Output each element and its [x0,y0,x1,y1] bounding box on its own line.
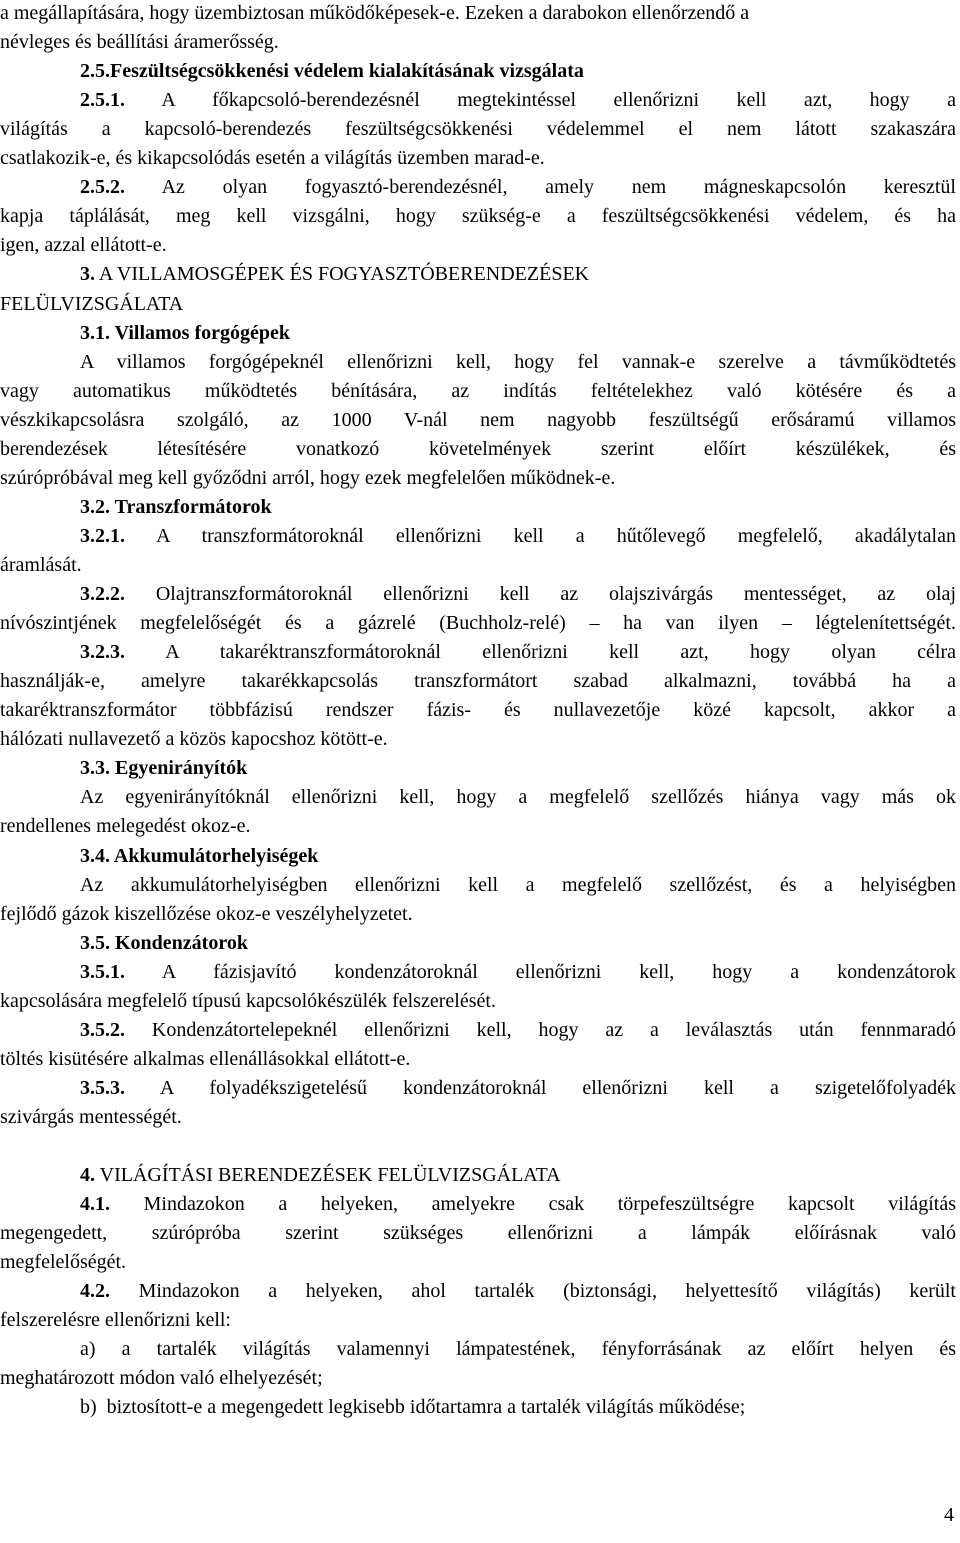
section-title: Egyenirányítók [110,757,248,780]
line-text: használják-e, amelyre takarékkapcsolás transzformátort szabad alkalmazni, továbbá ha a [0,670,956,693]
text-line [0,1365,956,1394]
section-title: Akkumulátorhelyiségek [110,844,319,867]
line-text: b) biztosított-e a megengedett legkisebb időtartamra a tartalék világítás működése; [80,1396,746,1419]
line-text: A főkapcsoló-berendezésnél megtekintéssel ellenőrizni kell azt, hogy a [125,89,956,112]
section-number: 3.2.1. [80,524,125,547]
section-heading [80,930,956,959]
line-text: névleges és beállítási áramerősség. [0,31,279,54]
section-heading [80,843,956,872]
line-text: töltés kisütésére alkalmas ellenállásokkal ellátott-e. [0,1047,411,1070]
line-text: hálózati nullavezető a közös kapocshoz kötött-e. [0,728,388,751]
section-number: 3.5.3. [80,1076,125,1099]
section-number: 2.5. [80,60,110,83]
section-number: 3.1. [80,321,110,344]
text-line [0,291,956,320]
section-number: 2.5.1. [80,89,125,112]
text-line [0,813,956,842]
text-line [80,639,956,668]
text-line [0,436,956,465]
section-number: 4. [80,1164,95,1186]
text-line [0,552,956,581]
text-line [0,145,956,174]
page-number: 4 [944,1504,954,1526]
section-number: 3.5. [80,931,110,954]
line-text: A fázisjavító kondenzátoroknál ellenőrizni kell, hogy a kondenzátorok [125,960,956,983]
text-line [0,203,956,232]
line-text: vészkikapcsolásra szolgáló, az 1000 V-nál nem nagyobb feszültségű erősáramú villamos [0,408,956,431]
section-number: 3.2. [80,495,110,518]
section-number: 3.5.2. [80,1018,125,1041]
text-line [80,523,956,552]
line-text: igen, azzal ellátott-e. [0,234,167,257]
section-heading [80,494,956,523]
line-text: felszerelésre ellenőrizni kell: [0,1309,231,1332]
section-title: Transzformátorok [110,495,272,518]
text-line [0,407,956,436]
line-text: kapcsolására megfelelő típusú kapcsolókészülék felszerelését. [0,989,496,1012]
text-line [0,1046,956,1075]
line-text: vagy automatikus működtetés bénítására, az indítás feltételekhez való kötésére és a [0,379,956,402]
line-text: Mindazokon a helyeken, amelyekre csak törpefeszültségre kapcsolt világítás [110,1193,956,1215]
section-heading [80,755,956,784]
line-text: megengedett, szúrópróba szerint szükséges ellenőrizni a lámpák előírásnak való [0,1222,956,1245]
section-number: 4.2. [80,1280,110,1303]
text-line [80,1075,956,1104]
section-title: Villamos forgógépek [110,321,290,344]
text-line [80,87,956,116]
text-line [0,1104,956,1133]
section-number: 3.3. [80,757,110,780]
text-line [80,581,956,610]
line-text: áramlását. [0,554,82,576]
line-text: Olajtranszformátoroknál ellenőrizni kell az olajszivárgás mentességet, az olaj [125,583,956,605]
text-line [0,232,956,261]
text-line [0,988,956,1017]
text-line [80,1336,956,1365]
section-heading [80,320,956,349]
section-title: Kondenzátorok [110,931,248,954]
line-text: A takaréktranszformátoroknál ellenőrizni kell azt, hogy olyan célra [125,641,956,664]
line-text: A villamos forgógépeknél ellenőrizni kell, hogy fel vannak-e szerelve a távműködtetés [80,350,956,373]
section-heading [80,58,956,87]
line-text: Az egyenirányítóknál ellenőrizni kell, hogy a megfelelő szellőzés hiánya vagy más ok [80,786,956,809]
line-text: világítás a kapcsoló-berendezés feszültségcsökkenési védelemmel el nem látott szakaszára [0,118,956,141]
line-text: csatlakozik-e, és kikapcsolódás esetén a világítás üzemben marad-e. [0,147,545,170]
text-line [0,1220,956,1249]
text-line [80,784,956,813]
text-line [0,1249,956,1278]
line-text: szúrópróbával meg kell győződni arról, hogy ezek megfelelően működnek-e. [0,466,616,489]
line-text: A transzformátoroknál ellenőrizni kell a hűtőlevegő megfelelő, akadálytalan [125,524,956,547]
text-line [0,0,956,29]
section-number: 3. [80,263,95,286]
line-text: A folyadékszigetelésű kondenzátoroknál ellenőrizni kell a szigetelőfolyadék [125,1076,956,1099]
text-line [0,697,956,726]
line-text: nívószintjének megfelelőségét és a gázrelé (Buchholz-relé) – ha van ilyen – légtelenítettségét. [0,612,956,635]
section-title: Feszültségcsökkenési védelem kialakításának vizsgálata [110,60,584,83]
text-line [80,1394,956,1423]
section-heading [80,1162,956,1191]
text-line [0,726,956,755]
line-text: takaréktranszformátor többfázisú rendszer fázis- és nullavezetője közé kapcsolt, akkor a [0,699,956,722]
line-text: Mindazokon a helyeken, ahol tartalék (biztonsági, helyettesítő világítás) került [110,1280,956,1303]
section-number: 3.2.2. [80,583,125,605]
text-line [0,465,956,494]
section-heading [80,261,956,290]
section-number: 3.2.3. [80,641,125,664]
line-text: Az akkumulátorhelyiségben ellenőrizni kell a megfelelő szellőzést, és a helyiségben [80,873,956,896]
line-text: kapja táplálását, meg kell vizsgálni, hogy szükség-e a feszültségcsökkenési védelem, és ha [0,205,956,228]
text-line [80,1017,956,1046]
line-text: megfelelőségét. [0,1251,127,1274]
section-number: 3.5.1. [80,960,125,983]
text-line [80,1191,956,1220]
text-line [0,116,956,145]
text-line [0,29,956,58]
text-line [0,610,956,639]
text-line [0,668,956,697]
section-number: 4.1. [80,1193,110,1215]
text-line [0,901,956,930]
section-title: A VILLAMOSGÉPEK ÉS FOGYASZTÓBERENDEZÉSEK [95,263,590,286]
line-text: FELÜLVIZSGÁLATA [0,292,184,315]
section-number: 2.5.2. [80,176,125,199]
section-number: 3.4. [80,844,110,867]
text-line [0,1307,956,1336]
text-line [80,349,956,378]
text-line [80,872,956,901]
text-line [0,378,956,407]
line-text: szivárgás mentességét. [0,1105,182,1128]
line-text: Kondenzátortelepeknél ellenőrizni kell, hogy az a leválasztás után fennmaradó [125,1018,956,1041]
section-title: VILÁGÍTÁSI BERENDEZÉSEK FELÜLVIZSGÁLATA [95,1164,561,1186]
line-text: rendellenes melegedést okoz-e. [0,815,251,838]
line-text: a) a tartalék világítás valamennyi lámpatestének, fényforrásának az előírt helyen és [80,1338,956,1361]
line-text: meghatározott módon való elhelyezését; [0,1367,323,1390]
line-text: berendezések létesítésére vonatkozó követelmények szerint előírt készülékek, és [0,437,956,460]
text-line [80,1278,956,1307]
line-text: a megállapítására, hogy üzembiztosan működőképesek-e. Ezeken a darabokon ellenőrzendő a [0,2,750,24]
text-line [80,174,956,203]
text-line [80,959,956,988]
line-text: fejlődő gázok kiszellőzése okoz-e veszélyhelyzetet. [0,902,413,925]
line-text: Az olyan fogyasztó-berendezésnél, amely nem mágneskapcsolón keresztül [125,176,956,199]
